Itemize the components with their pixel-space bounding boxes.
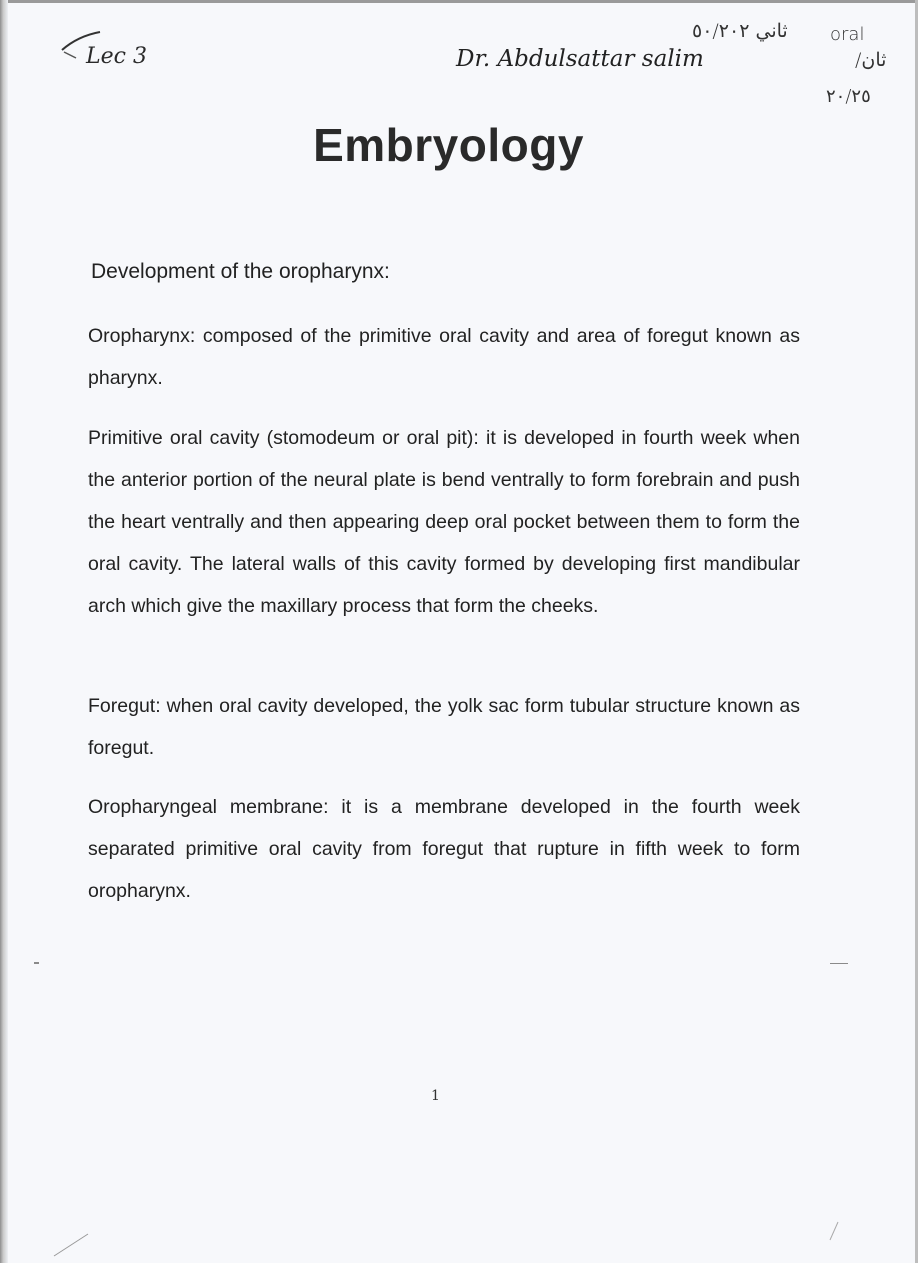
paragraph-foregut — [88, 685, 800, 769]
definition-oropharyngeal-membrane: : it is a membrane developed in the fourth week separated primitive oral cavity from foregut that rupture in fifth week to form — [88, 796, 800, 860]
handwritten-note-second: /ثان — [855, 49, 887, 71]
definition-oropharynx: : composed of the primitive oral cavity and area of foregut known as pharynx. — [88, 325, 800, 389]
handwritten-note-score: ٢٠/٢٥ — [826, 86, 871, 107]
paragraph-oropharynx — [88, 315, 800, 399]
scan-top-edge — [0, 0, 918, 3]
page-number: 1 — [431, 1088, 440, 1104]
term-primitive-oral-cavity: Primitive oral cavity (stomodeum or oral pit) — [88, 427, 474, 449]
page-fold-mark — [52, 1230, 92, 1260]
definition-foregut: : when oral cavity developed, the yolk sac form tubular structure known as foregut. — [88, 695, 800, 759]
definition-primitive-oral-cavity: : it is developed in fourth week when the anterior portion of the neural plate is bend ventrally to form forebrain and push the heart ventrally and then appearing deep oral pocket between them to form the oral cavity. The lateral walls of this cavity formed by developing first mandibular arch which give the maxillary process that form the cheeks. — [88, 427, 800, 617]
paragraph-oropharyngeal-membrane — [88, 786, 800, 912]
scan-left-edge — [0, 0, 8, 1263]
handwritten-note-oral: oral — [830, 24, 865, 45]
paragraph-primitive-oral-cavity — [88, 417, 800, 627]
scan-speck — [34, 962, 39, 964]
page-corner-mark — [826, 1214, 856, 1244]
term-foregut: Foregut — [88, 695, 156, 717]
handwritten-note-arabic: ثاني ٥٠/٢٠٢ — [692, 20, 788, 42]
scan-speck — [830, 963, 848, 964]
page-title: Embryology — [313, 119, 584, 171]
section-heading: Development of the oropharynx: — [91, 260, 390, 283]
lecture-label: Lec 3 — [86, 44, 147, 69]
term-oropharynx: Oropharynx — [88, 325, 190, 347]
definition-tail: oropharynx. — [88, 880, 191, 902]
term-oropharyngeal-membrane: Oropharyngeal membrane — [88, 796, 324, 818]
author-name: Dr. Abdulsattar salim — [456, 46, 704, 72]
